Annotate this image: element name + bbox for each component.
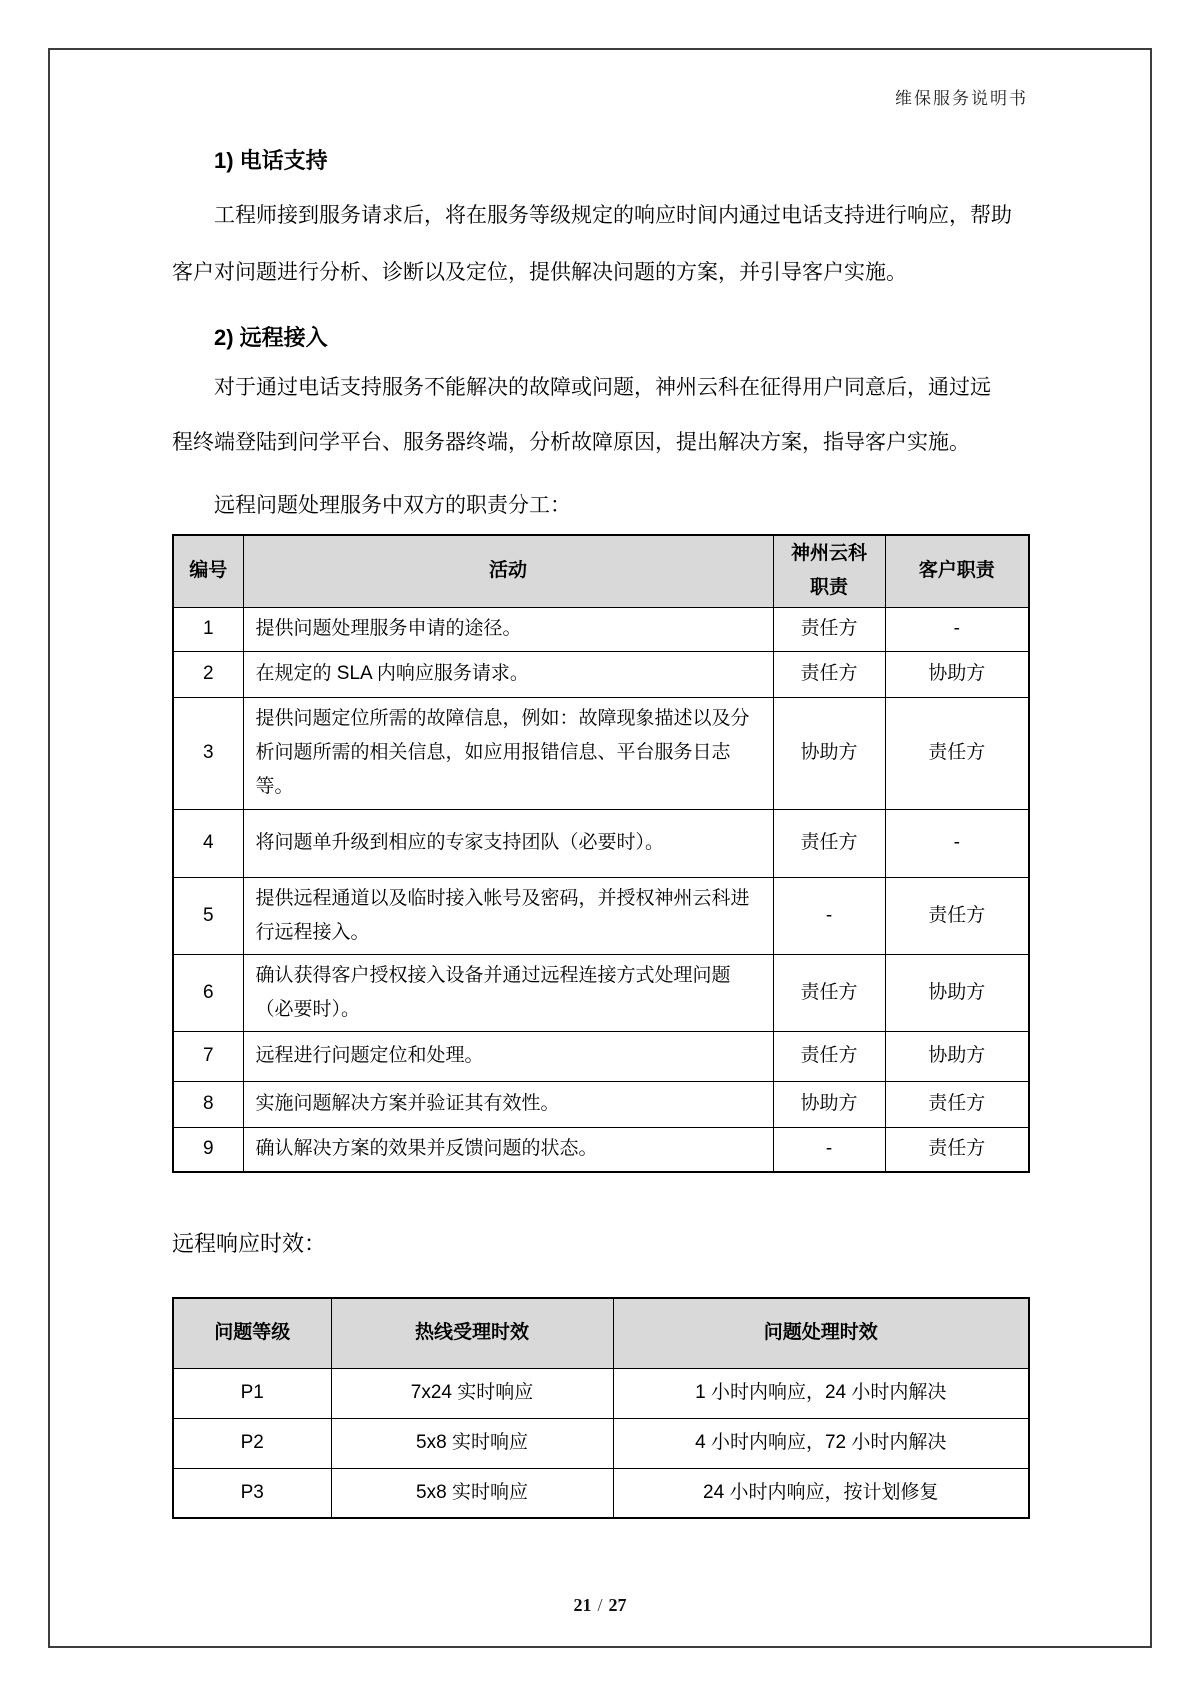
table-cell: 责任方 <box>773 607 885 651</box>
table-row <box>173 697 1029 809</box>
table-cell: 责任方 <box>773 809 885 877</box>
table-cell: 在规定的 SLA 内响应服务请求。 <box>243 651 773 697</box>
table-cell: 提供问题定位所需的故障信息，例如：故障现象描述以及分析问题所需的相关信息，如应用报错信息、平台服务日志等。 <box>243 697 773 809</box>
paragraph-line: 工程师接到服务请求后，将在服务等级规定的响应时间内通过电话支持进行响应，帮助 <box>214 204 1012 227</box>
table-cell: 提供远程通道以及临时接入帐号及密码，并授权神州云科进行远程接入。 <box>243 877 773 954</box>
sla-table-header-row <box>173 1298 1029 1368</box>
table-row <box>173 954 1029 1031</box>
table-cell: 协助方 <box>773 697 885 809</box>
column-header: 神州云科职责 <box>773 535 885 607</box>
responsibility-table-header-row <box>173 535 1029 607</box>
table-cell: 协助方 <box>885 954 1029 1031</box>
current-page-number: 21 <box>573 1595 592 1615</box>
table-cell: 8 <box>173 1081 243 1127</box>
table-cell: 7x24 实时响应 <box>331 1368 613 1418</box>
column-header: 编号 <box>173 535 243 607</box>
table-cell: 4 <box>173 809 243 877</box>
paragraph-line: 客户对问题进行分析、诊断以及定位，提供解决问题的方案，并引导客户实施。 <box>172 261 907 284</box>
total-page-number: 27 <box>608 1595 627 1615</box>
table-cell: - <box>773 1127 885 1172</box>
paragraph-phone-support <box>172 187 1028 301</box>
column-header: 问题等级 <box>173 1298 331 1368</box>
table-cell: 5x8 实时响应 <box>331 1468 613 1518</box>
table-cell: 5 <box>173 877 243 954</box>
table-cell: 4 小时内响应，72 小时内解决 <box>613 1418 1029 1468</box>
table-cell: 确认解决方案的效果并反馈问题的状态。 <box>243 1127 773 1172</box>
table-cell: P1 <box>173 1368 331 1418</box>
section-heading-phone-support: 1) 电话支持 <box>214 148 328 173</box>
table-row <box>173 1127 1029 1172</box>
table-cell: 协助方 <box>773 1081 885 1127</box>
table-cell: 确认获得客户授权接入设备并通过远程连接方式处理问题（必要时）。 <box>243 954 773 1031</box>
table-row <box>173 1368 1029 1418</box>
table-cell: P3 <box>173 1468 331 1518</box>
table-row <box>173 809 1029 877</box>
table-row <box>173 877 1029 954</box>
table-cell: 责任方 <box>885 877 1029 954</box>
paragraph-line: 程终端登陆到问学平台、服务器终端，分析故障原因，提出解决方案，指导客户实施。 <box>172 431 970 454</box>
table-cell: P2 <box>173 1418 331 1468</box>
table-cell: 实施问题解决方案并验证其有效性。 <box>243 1081 773 1127</box>
paragraph-remote-access <box>172 360 1028 470</box>
table-cell: 协助方 <box>885 1031 1029 1081</box>
column-header: 热线受理时效 <box>331 1298 613 1368</box>
table-cell: 5x8 实时响应 <box>331 1418 613 1468</box>
table-cell: 责任方 <box>885 1081 1029 1127</box>
table-cell: 2 <box>173 651 243 697</box>
table-row <box>173 607 1029 651</box>
table-cell: - <box>773 877 885 954</box>
table-row <box>173 1031 1029 1081</box>
section-heading-remote-access: 2) 远程接入 <box>214 325 328 350</box>
responsibility-table <box>172 534 1030 1173</box>
column-header: 活动 <box>243 535 773 607</box>
document-header-title: 维保服务说明书 <box>895 89 1028 108</box>
table-row <box>173 1418 1029 1468</box>
table-row <box>173 1081 1029 1127</box>
table-cell: 1 <box>173 607 243 651</box>
table-cell: 6 <box>173 954 243 1031</box>
table-cell: 将问题单升级到相应的专家支持团队（必要时）。 <box>243 809 773 877</box>
page-number <box>172 1595 1028 1616</box>
table-row <box>173 1468 1029 1518</box>
table-cell: - <box>885 607 1029 651</box>
table-cell: 协助方 <box>885 651 1029 697</box>
table-cell: 1 小时内响应，24 小时内解决 <box>613 1368 1029 1418</box>
table-cell: 责任方 <box>773 954 885 1031</box>
column-header: 问题处理时效 <box>613 1298 1029 1368</box>
table-cell: 责任方 <box>885 1127 1029 1172</box>
table-cell: 3 <box>173 697 243 809</box>
table-cell: 24 小时内响应，按计划修复 <box>613 1468 1029 1518</box>
table-cell: 7 <box>173 1031 243 1081</box>
sla-table <box>172 1297 1030 1519</box>
paragraph-line: 对于通过电话支持服务不能解决的故障或问题，神州云科在征得用户同意后，通过远 <box>214 376 991 399</box>
table-cell: 远程进行问题定位和处理。 <box>243 1031 773 1081</box>
responsibility-table-intro: 远程问题处理服务中双方的职责分工： <box>214 494 571 517</box>
table-cell: 提供问题处理服务申请的途径。 <box>243 607 773 651</box>
sla-intro: 远程响应时效： <box>172 1231 327 1256</box>
table-cell: - <box>885 809 1029 877</box>
table-cell: 责任方 <box>773 651 885 697</box>
table-cell: 9 <box>173 1127 243 1172</box>
table-row <box>173 651 1029 697</box>
table-cell: 责任方 <box>773 1031 885 1081</box>
column-header: 客户职责 <box>885 535 1029 607</box>
page-number-separator: / <box>597 1595 603 1615</box>
table-cell: 责任方 <box>885 697 1029 809</box>
